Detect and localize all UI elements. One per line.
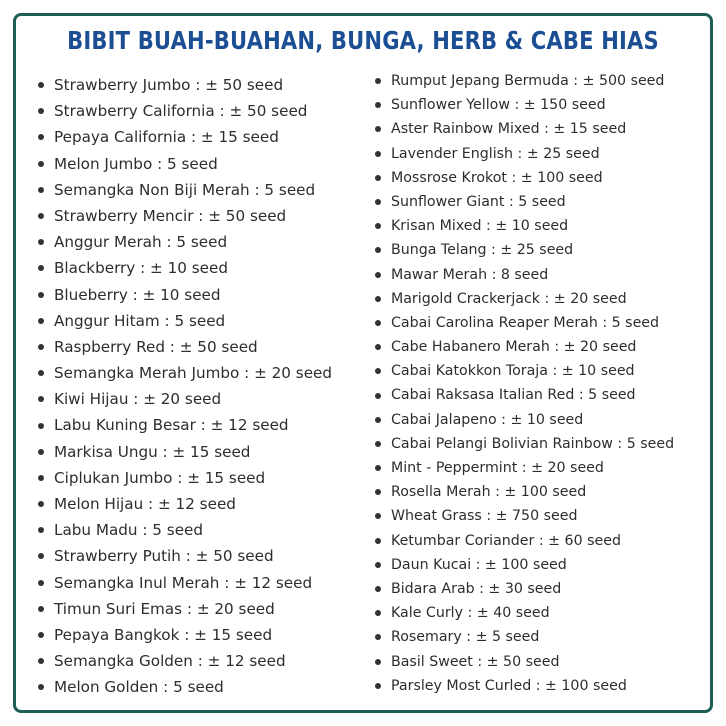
list-item-label: Mint - Peppermint : ± 20 seed [391, 460, 604, 476]
bullet-icon [38, 658, 44, 664]
bullet-icon [375, 102, 381, 108]
list-item-label: Cabai Carolina Reaper Merah : 5 seed [391, 314, 660, 331]
bullet-icon [375, 586, 381, 592]
list-item [36, 674, 332, 700]
list-item-label: Cabai Jalapeno : ± 10 seed [391, 411, 584, 428]
flower-herb-chili-seed-list [373, 69, 674, 698]
list-item [373, 214, 674, 238]
list-item-label: Semangka Inul Merah : ± 12 seed [54, 573, 313, 592]
list-item-label: Blueberry : ± 10 seed [54, 285, 221, 304]
bullet-icon [375, 417, 381, 423]
list-item [373, 142, 674, 166]
list-item-label: Sunflower Giant : 5 seed [391, 193, 566, 210]
list-item-label: Mossrose Krokot : ± 100 seed [391, 169, 603, 186]
list-item-label: Timun Suri Emas : ± 20 seed [54, 599, 275, 618]
list-item [373, 335, 674, 359]
bullet-icon [38, 134, 44, 140]
list-item-label: Strawberry Putih : ± 50 seed [54, 547, 274, 566]
bullet-icon [38, 213, 44, 219]
fruit-seed-list [36, 72, 332, 701]
list-item-label: Marigold Crackerjack : ± 20 seed [391, 290, 627, 307]
bullet-icon [38, 580, 44, 586]
bullet-icon [38, 423, 44, 429]
list-item [36, 334, 332, 360]
list-item-label: Strawberry Jumbo : ± 50 seed [54, 76, 284, 94]
list-item [36, 465, 332, 491]
list-item [373, 553, 674, 577]
list-item-label: Labu Kuning Besar : ± 12 seed [54, 416, 289, 435]
list-item [36, 570, 332, 596]
bullet-icon [375, 659, 381, 665]
bullet-icon [38, 684, 44, 690]
bullet-icon [38, 239, 44, 245]
list-item [36, 98, 332, 124]
bullet-icon [38, 527, 44, 533]
list-item-label: Anggur Merah : 5 seed [54, 233, 228, 252]
bullet-icon [375, 151, 381, 157]
bullet-icon [375, 683, 381, 689]
list-item-label: Semangka Merah Jumbo : ± 20 seed [54, 364, 333, 383]
list-item [373, 432, 674, 456]
list-item [36, 517, 332, 543]
list-item [373, 190, 674, 214]
list-item [373, 166, 674, 190]
bullet-icon [38, 187, 44, 193]
list-item [373, 480, 674, 504]
list-item [36, 622, 332, 648]
list-item [373, 359, 674, 383]
bullet-icon [375, 126, 381, 132]
list-item-label: Pepaya Bangkok : ± 15 seed [54, 625, 273, 644]
bullet-icon [375, 489, 381, 495]
bullet-icon [38, 82, 44, 88]
bullet-icon [375, 368, 381, 374]
list-item-label: Strawberry California : ± 50 seed [54, 102, 308, 121]
list-item-label: Kale Curly : ± 40 seed [391, 605, 550, 622]
list-item [373, 383, 674, 407]
list-item-label: Melon Hijau : ± 12 seed [54, 495, 236, 513]
bullet-icon [38, 606, 44, 612]
list-item-label: Cabe Habanero Merah : ± 20 seed [391, 339, 637, 356]
bullet-icon [375, 562, 381, 568]
list-item-label: Ciplukan Jumbo : ± 15 seed [54, 468, 266, 487]
list-item-label: Rosemary : ± 5 seed [391, 629, 540, 646]
bullet-icon [375, 175, 381, 181]
bullet-icon [38, 108, 44, 114]
bullet-icon [375, 247, 381, 253]
list-item [36, 491, 332, 517]
bullet-icon [375, 465, 381, 471]
list-item [373, 456, 674, 480]
list-item [36, 439, 332, 465]
list-item [373, 408, 674, 432]
list-item [36, 648, 332, 674]
seed-list-card [13, 13, 713, 713]
list-item-label: Rumput Jepang Bermuda : ± 500 seed [391, 73, 665, 89]
list-item-label: Cabai Pelangi Bolivian Rainbow : 5 seed [391, 435, 675, 452]
bullet-icon [375, 441, 381, 447]
list-item-label: Anggur Hitam : 5 seed [54, 311, 226, 330]
list-item [36, 203, 332, 229]
list-item [36, 151, 332, 177]
bullet-icon [38, 344, 44, 350]
list-item-label: Blackberry : ± 10 seed [54, 259, 229, 278]
list-item [373, 238, 674, 262]
bullet-icon [38, 632, 44, 638]
bullet-icon [38, 553, 44, 559]
bullet-icon [375, 320, 381, 326]
list-item [373, 601, 674, 625]
list-item-label: Aster Rainbow Mixed : ± 15 seed [391, 121, 627, 138]
list-item [373, 650, 674, 674]
bullet-icon [375, 296, 381, 302]
bullet-icon [375, 344, 381, 350]
list-item [373, 504, 674, 528]
list-item-label: Pepaya California : ± 15 seed [54, 128, 279, 147]
list-item [373, 674, 674, 698]
list-item [36, 255, 332, 281]
list-item-label: Bidara Arab : ± 30 seed [391, 580, 562, 597]
list-item [36, 360, 332, 386]
list-item-label: Lavender English : ± 25 seed [391, 145, 600, 162]
bullet-icon [375, 634, 381, 640]
bullet-icon [375, 223, 381, 229]
bullet-icon [38, 449, 44, 455]
list-item [36, 177, 332, 203]
list-item [373, 69, 674, 93]
bullet-icon [38, 475, 44, 481]
bullet-icon [38, 161, 44, 167]
list-item-label: Melon Jumbo : 5 seed [54, 154, 218, 173]
list-item-label: Krisan Mixed : ± 10 seed [391, 218, 569, 235]
list-item [36, 229, 332, 255]
list-item [36, 596, 332, 622]
bullet-icon [375, 513, 381, 519]
list-item [373, 625, 674, 649]
list-item [373, 529, 674, 553]
list-item-label: Ketumbar Coriander : ± 60 seed [391, 532, 621, 549]
list-item [36, 412, 332, 438]
bullet-icon [375, 393, 381, 399]
list-item-label: Kiwi Hijau : ± 20 seed [54, 390, 222, 409]
list-item-label: Wheat Grass : ± 750 seed [391, 508, 578, 525]
list-item [373, 311, 674, 335]
list-item-label: Melon Golden : 5 seed [54, 678, 224, 697]
list-item-label: Markisa Ungu : ± 15 seed [54, 442, 251, 461]
list-item-label: Basil Sweet : ± 50 seed [391, 653, 560, 670]
list-item-label: Parsley Most Curled : ± 100 seed [391, 677, 627, 694]
list-item [373, 577, 674, 601]
list-item-label: Daun Kucai : ± 100 seed [391, 556, 567, 573]
list-item [36, 386, 332, 412]
list-item-label: Semangka Non Biji Merah : 5 seed [54, 180, 316, 199]
bullet-icon [375, 199, 381, 205]
bullet-icon [375, 610, 381, 616]
list-item [36, 308, 332, 334]
bullet-icon [38, 370, 44, 376]
list-item-label: Sunflower Yellow : ± 150 seed [391, 97, 606, 114]
list-item [36, 72, 332, 98]
list-item [373, 263, 674, 287]
list-item-label: Strawberry Mencir : ± 50 seed [54, 206, 287, 225]
list-item-label: Raspberry Red : ± 50 seed [54, 337, 258, 356]
list-item [373, 117, 674, 141]
list-item [373, 93, 674, 117]
list-item-label: Cabai Katokkon Toraja : ± 10 seed [391, 363, 635, 380]
list-item-label: Semangka Golden : ± 12 seed [54, 652, 286, 671]
bullet-icon [38, 318, 44, 324]
bullet-icon [38, 265, 44, 271]
bullet-icon [38, 396, 44, 402]
list-item-label: Bunga Telang : ± 25 seed [391, 242, 574, 259]
page-title: BIBIT BUAH-BUAHAN, BUNGA, HERB & CABE HIAS [67, 26, 659, 55]
bullet-icon [375, 538, 381, 544]
bullet-icon [375, 78, 381, 84]
list-item [373, 287, 674, 311]
list-item-label: Labu Madu : 5 seed [54, 521, 204, 540]
list-item-label: Rosella Merah : ± 100 seed [391, 484, 587, 501]
list-item [36, 282, 332, 308]
list-item [36, 543, 332, 569]
list-item [36, 124, 332, 150]
list-item-label: Cabai Raksasa Italian Red : 5 seed [391, 387, 636, 404]
bullet-icon [38, 292, 44, 298]
bullet-icon [375, 272, 381, 278]
bullet-icon [38, 501, 44, 507]
list-item-label: Mawar Merah : 8 seed [391, 266, 549, 283]
